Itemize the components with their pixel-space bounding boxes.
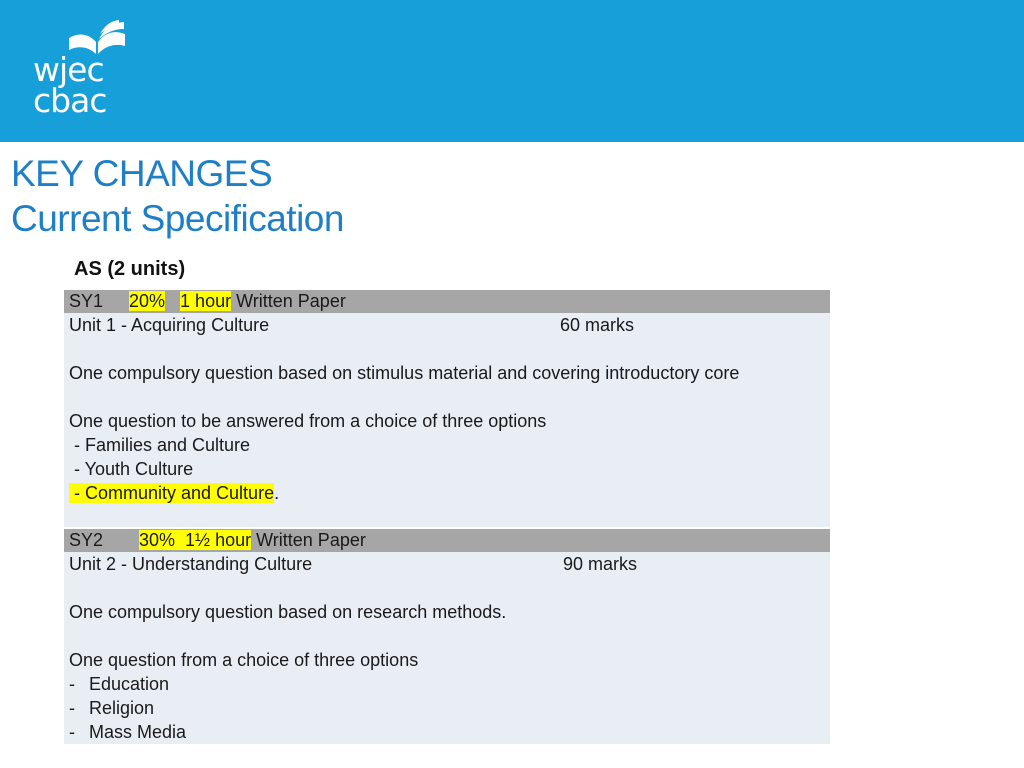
unit2-option-1-line: - Education (69, 674, 170, 694)
header-banner (0, 0, 1024, 142)
unit2-compulsory: One compulsory question based on research methods. (69, 602, 507, 622)
logo-line-cbac: cbac (33, 81, 107, 120)
unit1-option-1: - Families and Culture (69, 435, 251, 455)
unit2-body (64, 552, 830, 744)
unit1-duration: 1 hour (180, 291, 232, 311)
page-subtitle: Current Specification (11, 198, 344, 239)
unit2-title: Unit 2 - Understanding Culture (69, 554, 313, 574)
unit1-title-line (69, 313, 830, 337)
unit2-weight: 30% (139, 530, 176, 550)
page-title: KEY CHANGES (11, 153, 273, 194)
unit1-option-3-trailing: . (274, 483, 280, 503)
unit2-code: SY2 (69, 530, 104, 550)
unit1-weight: 20% (129, 291, 166, 311)
unit2-duration: 1½ hour (185, 530, 252, 550)
unit2-paper: Written Paper (256, 530, 366, 550)
unit1-choice-intro: One question to be answered from a choice of three options (69, 411, 547, 431)
unit2-option-3-line: - Mass Media (69, 722, 187, 742)
unit1-title: Unit 1 - Acquiring Culture (69, 315, 270, 335)
unit1-marks: 60 marks (560, 315, 635, 335)
unit2-title-line (69, 552, 830, 576)
unit1-option-3: - Community and Culture (69, 483, 275, 503)
unit2-option-1: Education (89, 674, 170, 694)
unit2-header-row (64, 529, 830, 552)
unit2-choice-intro: One question from a choice of three options (69, 650, 419, 670)
unit2-marks: 90 marks (563, 554, 638, 574)
unit2-option-2: Religion (89, 698, 155, 718)
specification-table (64, 290, 830, 744)
unit1-option-3-line (69, 481, 830, 505)
unit2-option-2-line: - Religion (69, 698, 155, 718)
unit2-option-3: Mass Media (89, 722, 187, 742)
logo-wordmark (33, 50, 107, 120)
logo-line-wjec: wjec (33, 50, 104, 89)
wjec-cbac-logo[interactable] (33, 20, 133, 120)
unit1-header-row (64, 290, 830, 313)
unit2-weight-duration (139, 530, 251, 550)
unit1-code: SY1 (69, 291, 104, 311)
unit1-paper: Written Paper (236, 291, 346, 311)
unit1-compulsory: One compulsory question based on stimulus material and covering introductory core (69, 363, 740, 383)
section-heading: AS (2 units) (74, 258, 186, 280)
unit1-body (64, 313, 830, 527)
unit1-option-2: - Youth Culture (69, 459, 194, 479)
